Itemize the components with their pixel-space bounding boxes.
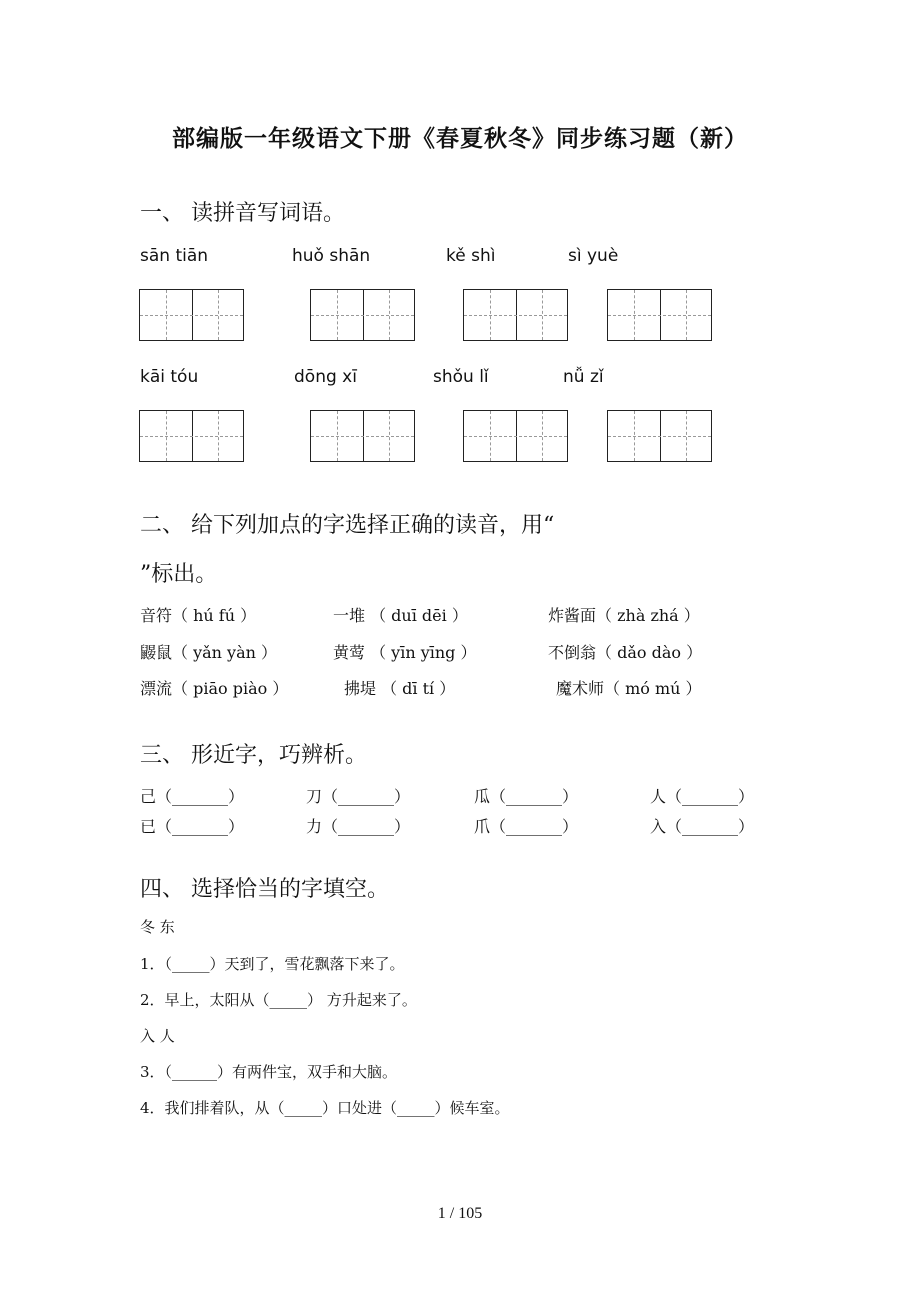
section-2-heading: 二、 给下列加点的字选择正确的读音，用“ xyxy=(140,513,555,538)
writing-grid[interactable] xyxy=(463,289,568,341)
pinyin-6: dōng xī xyxy=(294,367,357,387)
choice-item: 不倒翁（ dǎo dào ） xyxy=(548,643,703,662)
similar-char: 瓜（_______） xyxy=(474,787,579,806)
similar-char: 爪（_______） xyxy=(474,817,579,836)
writing-grid[interactable] xyxy=(463,410,568,462)
pinyin-1: sān tiān xyxy=(140,246,209,266)
choice-item: 一堆 （ duī dēi ） xyxy=(333,606,468,625)
section-3-heading: 三、 形近字，巧辨析。 xyxy=(140,743,367,768)
pinyin-7: shǒu lǐ xyxy=(433,367,489,387)
question-4: 4．我们排着队，从（_____）口处进（_____）候车室。 xyxy=(140,1099,510,1117)
writing-grid[interactable] xyxy=(310,289,415,341)
choice-item: 炸酱面（ zhà zhá ） xyxy=(548,606,700,625)
similar-char: 刀（_______） xyxy=(306,787,411,806)
writing-grid[interactable] xyxy=(139,410,244,462)
pinyin-3: kě shì xyxy=(446,246,496,266)
similar-char: 入（_______） xyxy=(650,817,755,836)
question-2: 2．早上，太阳从（_____） 方升起来了。 xyxy=(140,991,417,1009)
choice-item: 音符（ hú fú ） xyxy=(140,606,257,625)
char-pair: 入 人 xyxy=(140,1027,175,1045)
writing-grid[interactable] xyxy=(607,289,712,341)
page-title: 部编版一年级语文下册《春夏秋冬》同步练习题（新） xyxy=(172,125,748,152)
similar-char: 人（_______） xyxy=(650,787,755,806)
similar-char: 已（_______） xyxy=(140,817,245,836)
section-2-heading-cont: ”标出。 xyxy=(140,562,218,587)
choice-item: 漂流（ piāo piào ） xyxy=(140,679,289,698)
writing-grid[interactable] xyxy=(139,289,244,341)
pinyin-4: sì yuè xyxy=(568,246,619,266)
similar-char: 己（_______） xyxy=(140,787,245,806)
pinyin-8: nǚ zǐ xyxy=(563,367,604,387)
writing-grid[interactable] xyxy=(607,410,712,462)
choice-item: 鼹鼠（ yǎn yàn ） xyxy=(140,643,278,662)
choice-item: 黄莺 （ yīn yīng ） xyxy=(333,643,477,662)
choice-item: 拂堤 （ dī tí ） xyxy=(344,679,456,698)
pinyin-2: huǒ shān xyxy=(292,246,371,266)
section-1-heading: 一、 读拼音写词语。 xyxy=(140,201,345,226)
choice-item: 魔术师（ mó mú ） xyxy=(556,679,702,698)
pinyin-5: kāi tóu xyxy=(140,367,199,387)
char-pair: 冬 东 xyxy=(140,918,175,936)
section-4-heading: 四、 选择恰当的字填空。 xyxy=(140,877,389,902)
page-number: 1 / 105 xyxy=(437,1205,483,1222)
question-1: 1．（_____）天到了，雪花飘落下来了。 xyxy=(140,955,405,973)
similar-char: 力（_______） xyxy=(306,817,411,836)
writing-grid[interactable] xyxy=(310,410,415,462)
question-3: 3．（______）有两件宝，双手和大脑。 xyxy=(140,1063,398,1081)
